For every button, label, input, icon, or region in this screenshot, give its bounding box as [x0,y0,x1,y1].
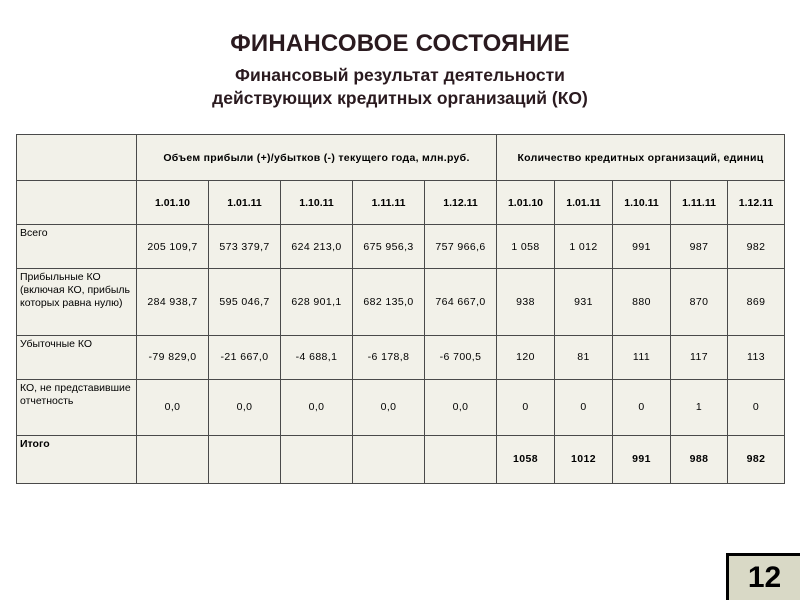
table-cell [209,435,281,483]
total-row [17,435,785,483]
page-number-badge: 12 [726,553,800,600]
financial-results-table [16,134,785,484]
table-cell: 1012 [555,435,613,483]
title-block [0,30,800,110]
row-label: Прибыльные КО (включая КО, прибыль которых равна нулю) [17,269,137,335]
table-cell: 869 [728,269,785,335]
table-cell: 0 [728,379,785,435]
table-cell: 757 966,6 [425,225,497,269]
table-cell: -6 178,8 [353,335,425,379]
table-row [17,269,785,335]
row-label: Итого [17,435,137,483]
subtitle-line-1: Финансовый результат деятельности [235,65,565,85]
table-cell: 0,0 [209,379,281,435]
table-cell: 111 [613,335,671,379]
group-header-row [17,135,785,181]
table-cell: 0 [497,379,555,435]
table-cell: 1058 [497,435,555,483]
count-group-header: Количество кредитных организаций, единиц [497,135,785,181]
table-row [17,335,785,379]
table-cell: 0,0 [353,379,425,435]
date-header: 1.01.10 [137,181,209,225]
table-cell: 1 058 [497,225,555,269]
table-cell: 1 [671,379,728,435]
date-header: 1.11.11 [353,181,425,225]
table-cell: 573 379,7 [209,225,281,269]
table-cell: 284 938,7 [137,269,209,335]
table-cell: 675 956,3 [353,225,425,269]
table-cell: 0,0 [425,379,497,435]
table-cell: 987 [671,225,728,269]
table-cell: 81 [555,335,613,379]
table-cell: 0,0 [137,379,209,435]
table-cell: 120 [497,335,555,379]
page-subtitle [0,64,800,110]
subtitle-line-2: действующих кредитных организаций (КО) [212,88,588,108]
table-cell: 1 012 [555,225,613,269]
table-cell: 991 [613,435,671,483]
corner-cell [17,135,137,181]
table-cell: -79 829,0 [137,335,209,379]
table-cell: 982 [728,225,785,269]
table-cell: 624 213,0 [281,225,353,269]
table-cell: 870 [671,269,728,335]
table-cell: 880 [613,269,671,335]
table-cell: 938 [497,269,555,335]
table-cell: 988 [671,435,728,483]
table-cell [353,435,425,483]
table-cell: 682 135,0 [353,269,425,335]
table-cell: -21 667,0 [209,335,281,379]
date-header: 1.01.11 [209,181,281,225]
row-label: Убыточные КО [17,335,137,379]
table-cell: 0 [555,379,613,435]
profit-group-header: Объем прибыли (+)/убытков (-) текущего года, млн.руб. [137,135,497,181]
corner-cell-2 [17,181,137,225]
table-row [17,225,785,269]
table-cell: 0,0 [281,379,353,435]
date-header: 1.01.11 [555,181,613,225]
date-header: 1.12.11 [425,181,497,225]
table-cell: 764 667,0 [425,269,497,335]
row-label: КО, не представившие отчетность [17,379,137,435]
date-header: 1.12.11 [728,181,785,225]
page-title: ФИНАНСОВОЕ СОСТОЯНИЕ [230,30,570,57]
table-cell [425,435,497,483]
table-cell [137,435,209,483]
table-cell [281,435,353,483]
table-cell: -6 700,5 [425,335,497,379]
table-cell: 982 [728,435,785,483]
date-header: 1.11.11 [671,181,728,225]
table-cell: 628 901,1 [281,269,353,335]
date-header: 1.01.10 [497,181,555,225]
table-cell: -4 688,1 [281,335,353,379]
table-cell: 931 [555,269,613,335]
table-row [17,379,785,435]
row-label: Всего [17,225,137,269]
table-cell: 113 [728,335,785,379]
date-header: 1.10.11 [613,181,671,225]
table-cell: 117 [671,335,728,379]
table-cell: 595 046,7 [209,269,281,335]
date-header: 1.10.11 [281,181,353,225]
date-header-row [17,181,785,225]
table-cell: 0 [613,379,671,435]
table-cell: 991 [613,225,671,269]
table-cell: 205 109,7 [137,225,209,269]
